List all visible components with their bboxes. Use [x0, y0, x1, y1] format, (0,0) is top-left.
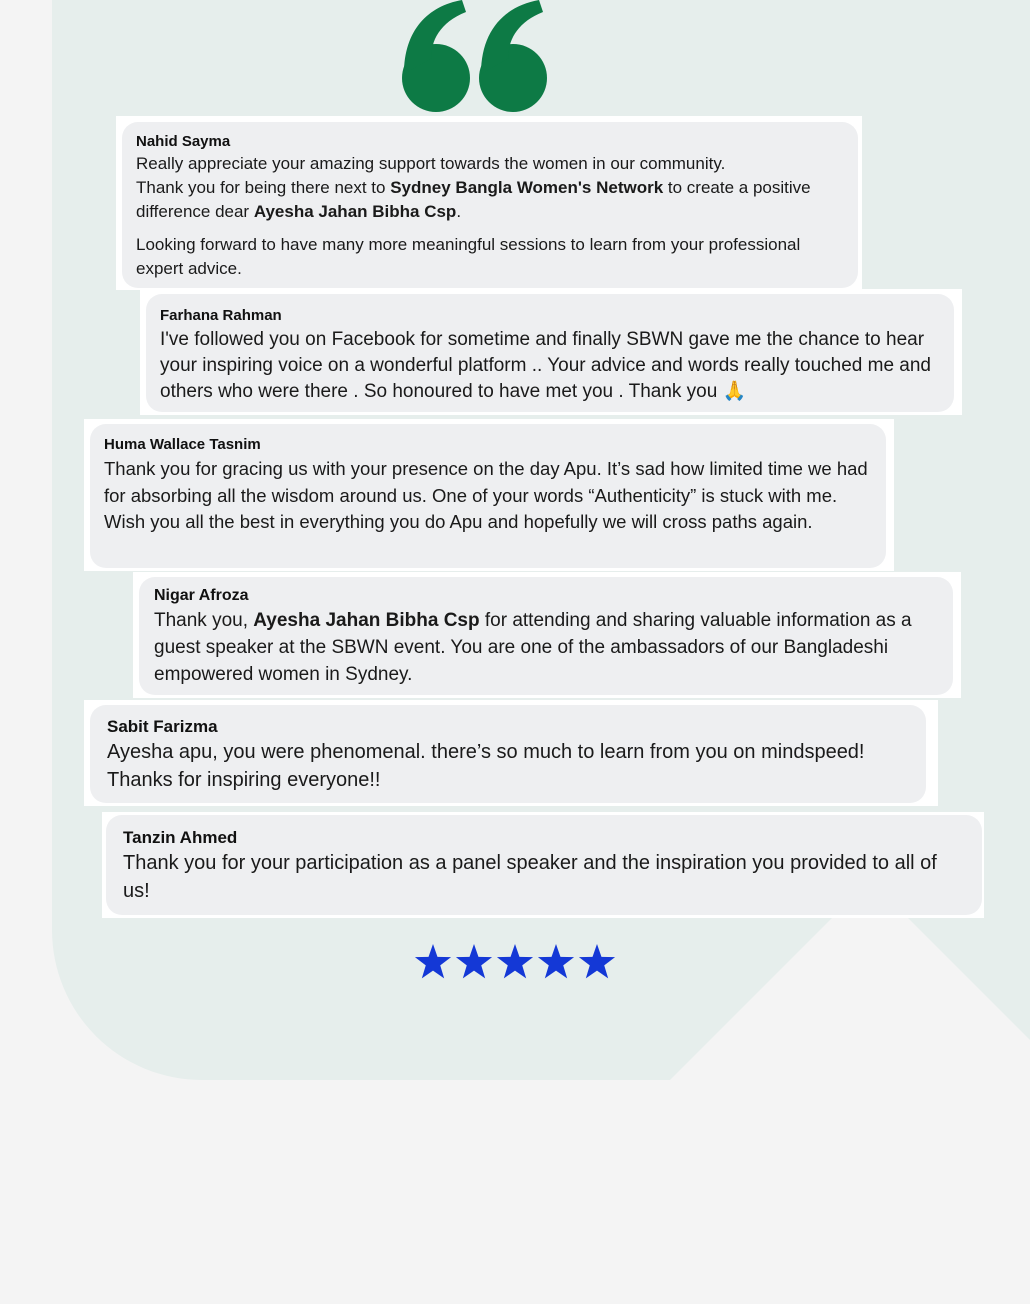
- star-icon: [455, 943, 493, 981]
- testimonial-bubble: [122, 122, 858, 288]
- testimonial-text: Thank you for gracing us with your presence on the day Apu. It’s sad how limited time we had for absorbing all the wisdom around us. One of your words “Authenticity” is stuck with me. Wish you all the best in everything you do Apu and hopefully we will cross paths again.: [104, 458, 868, 532]
- testimonial-text: Ayesha apu, you were phenomenal. there’s so much to learn from you on mindspeed! Thanks for inspiring everyone!!: [107, 741, 865, 791]
- testimonial-text: Thank you for your participation as a panel speaker and the inspiration you provided to all of us!: [123, 852, 937, 902]
- testimonial-bubble: [90, 705, 926, 803]
- star-rating: [414, 943, 616, 981]
- author-name: Nahid Sayma: [136, 133, 231, 150]
- speaker-name: Ayesha Jahan Bibha Csp: [253, 610, 480, 631]
- double-quote-mark-icon: [400, 0, 552, 115]
- author-name: Sabit Farizma: [107, 717, 218, 736]
- author-name: Nigar Afroza: [154, 587, 249, 604]
- star-icon: [578, 943, 616, 981]
- testimonial-text: Really appreciate your amazing support towards the women in our community. Thank you for being there next to Sydney Bangla Women's Network to create a positive difference dear Ayesha Jahan Bibha Csp.: [136, 154, 811, 221]
- testimonial-bubble: [90, 424, 886, 568]
- star-icon: [496, 943, 534, 981]
- testimonial-text: Thank you, Ayesha Jahan Bibha Csp for attending and sharing valuable information as a guest speaker at the SBWN event. You are one of the ambassadors of our Bangladeshi empowered women in Sydney.: [154, 610, 912, 685]
- testimonial-bubble: [139, 577, 953, 695]
- testimonial-text: I've followed you on Facebook for sometime and finally SBWN gave me the chance to hear your inspiring voice on a wonderful platform .. Your advice and words really touched me and others who were there . So honoured to have met you . Thank you 🙏: [160, 329, 931, 402]
- testimonial-bubble: [146, 294, 954, 412]
- author-name: Farhana Rahman: [160, 307, 282, 324]
- testimonial-bubble: [106, 815, 982, 915]
- star-icon: [414, 943, 452, 981]
- author-name: Huma Wallace Tasnim: [104, 436, 261, 453]
- testimonial-text-2: Looking forward to have many more meaningful sessions to learn from your professional expert advice.: [136, 235, 801, 278]
- organization-name: Sydney Bangla Women's Network: [390, 178, 664, 197]
- speaker-name: Ayesha Jahan Bibha Csp: [253, 202, 457, 221]
- author-name: Tanzin Ahmed: [123, 828, 238, 847]
- star-icon: [537, 943, 575, 981]
